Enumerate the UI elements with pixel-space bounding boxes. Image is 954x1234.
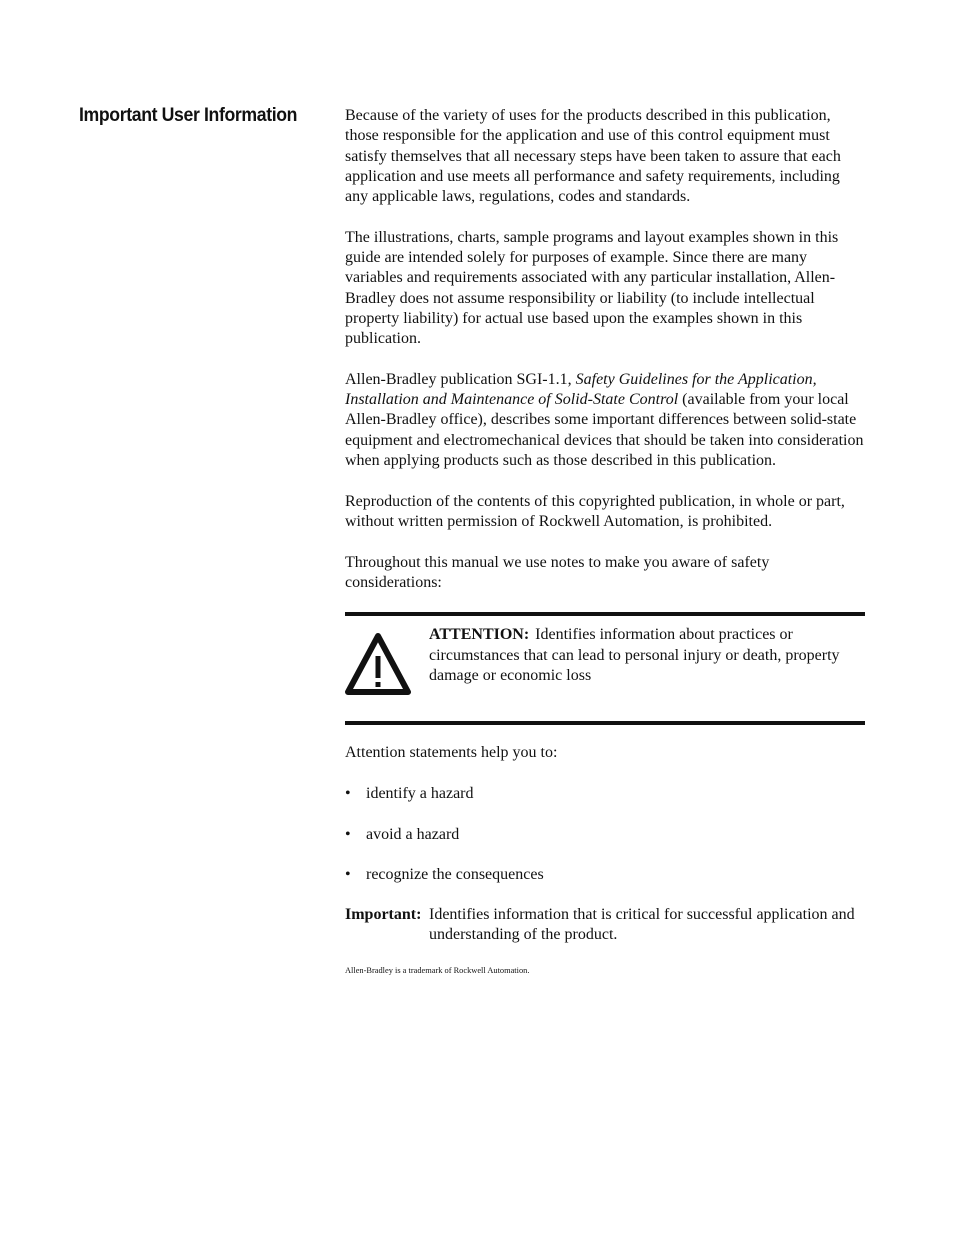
paragraph-safety-notes-intro: Throughout this manual we use notes to make you aware of safety considerations: xyxy=(345,553,770,591)
list-item-text: avoid a hazard xyxy=(366,825,460,843)
attention-text xyxy=(429,622,865,686)
attention-statements-intro: Attention statements help you to: xyxy=(345,744,558,762)
important-text: Identifies information that is critical for successful application and understanding of the product. xyxy=(429,905,855,944)
list-item-text: recognize the consequences xyxy=(366,866,544,884)
list-item xyxy=(345,825,865,845)
sgi-intro-text: Allen-Bradley publication SGI-1.1, xyxy=(345,370,576,388)
section-heading: Important User Information xyxy=(79,105,298,126)
list-item-text: identify a hazard xyxy=(366,785,474,803)
paragraph-safety-guidelines xyxy=(345,370,865,471)
bullet-symbol: • xyxy=(345,785,351,803)
bullet-symbol: • xyxy=(345,866,351,884)
main-content xyxy=(345,106,865,976)
attention-label: ATTENTION: xyxy=(429,626,530,644)
list-item xyxy=(345,865,865,885)
paragraph-reproduction-notice: Reproduction of the contents of this copyrighted publication, in whole or part, without written permission of Rockwell Automation, is prohibited. xyxy=(345,492,845,530)
sgi-rest-text: (available from your local Allen-Bradley office), describes some important differences between solid-state equipment and electromechanical devices that should be taken into consideration when applying products such as those described in this publication. xyxy=(345,391,864,470)
sgi-publication-title: Safety Guidelines for the Application, Installation and Maintenance of Solid-State Control xyxy=(345,370,817,409)
list-item xyxy=(345,784,865,804)
attention-box xyxy=(345,612,865,725)
important-note xyxy=(345,905,865,946)
attention-description: Identifies information about practices or circumstances that can lead to personal injury or death, property damage or economic loss xyxy=(429,626,840,685)
paragraph-examples-disclaimer: The illustrations, charts, sample programs and layout examples shown in this guide are intended solely for purposes of example. Since there are many variables and requirements associated with any particular installation, Allen-Bradley does not assume responsibility or liability (to include intellectual property liability) for actual use based upon the examples shown in this publication. xyxy=(345,228,839,348)
attention-bullet-list xyxy=(345,784,865,885)
warning-triangle-icon xyxy=(345,632,411,698)
trademark-notice: Allen-Bradley is a trademark of Rockwell Automation. xyxy=(345,966,530,976)
important-label: Important: xyxy=(345,905,422,923)
bullet-symbol: • xyxy=(345,825,351,843)
paragraph-usage-responsibility: Because of the variety of uses for the products described in this publication, those responsible for the application and use of this control equipment must satisfy themselves that all necessary steps have been taken to assure that each application and use meets all performance and safety requirements, including any applicable laws, regulations, codes and standards. xyxy=(345,107,841,206)
